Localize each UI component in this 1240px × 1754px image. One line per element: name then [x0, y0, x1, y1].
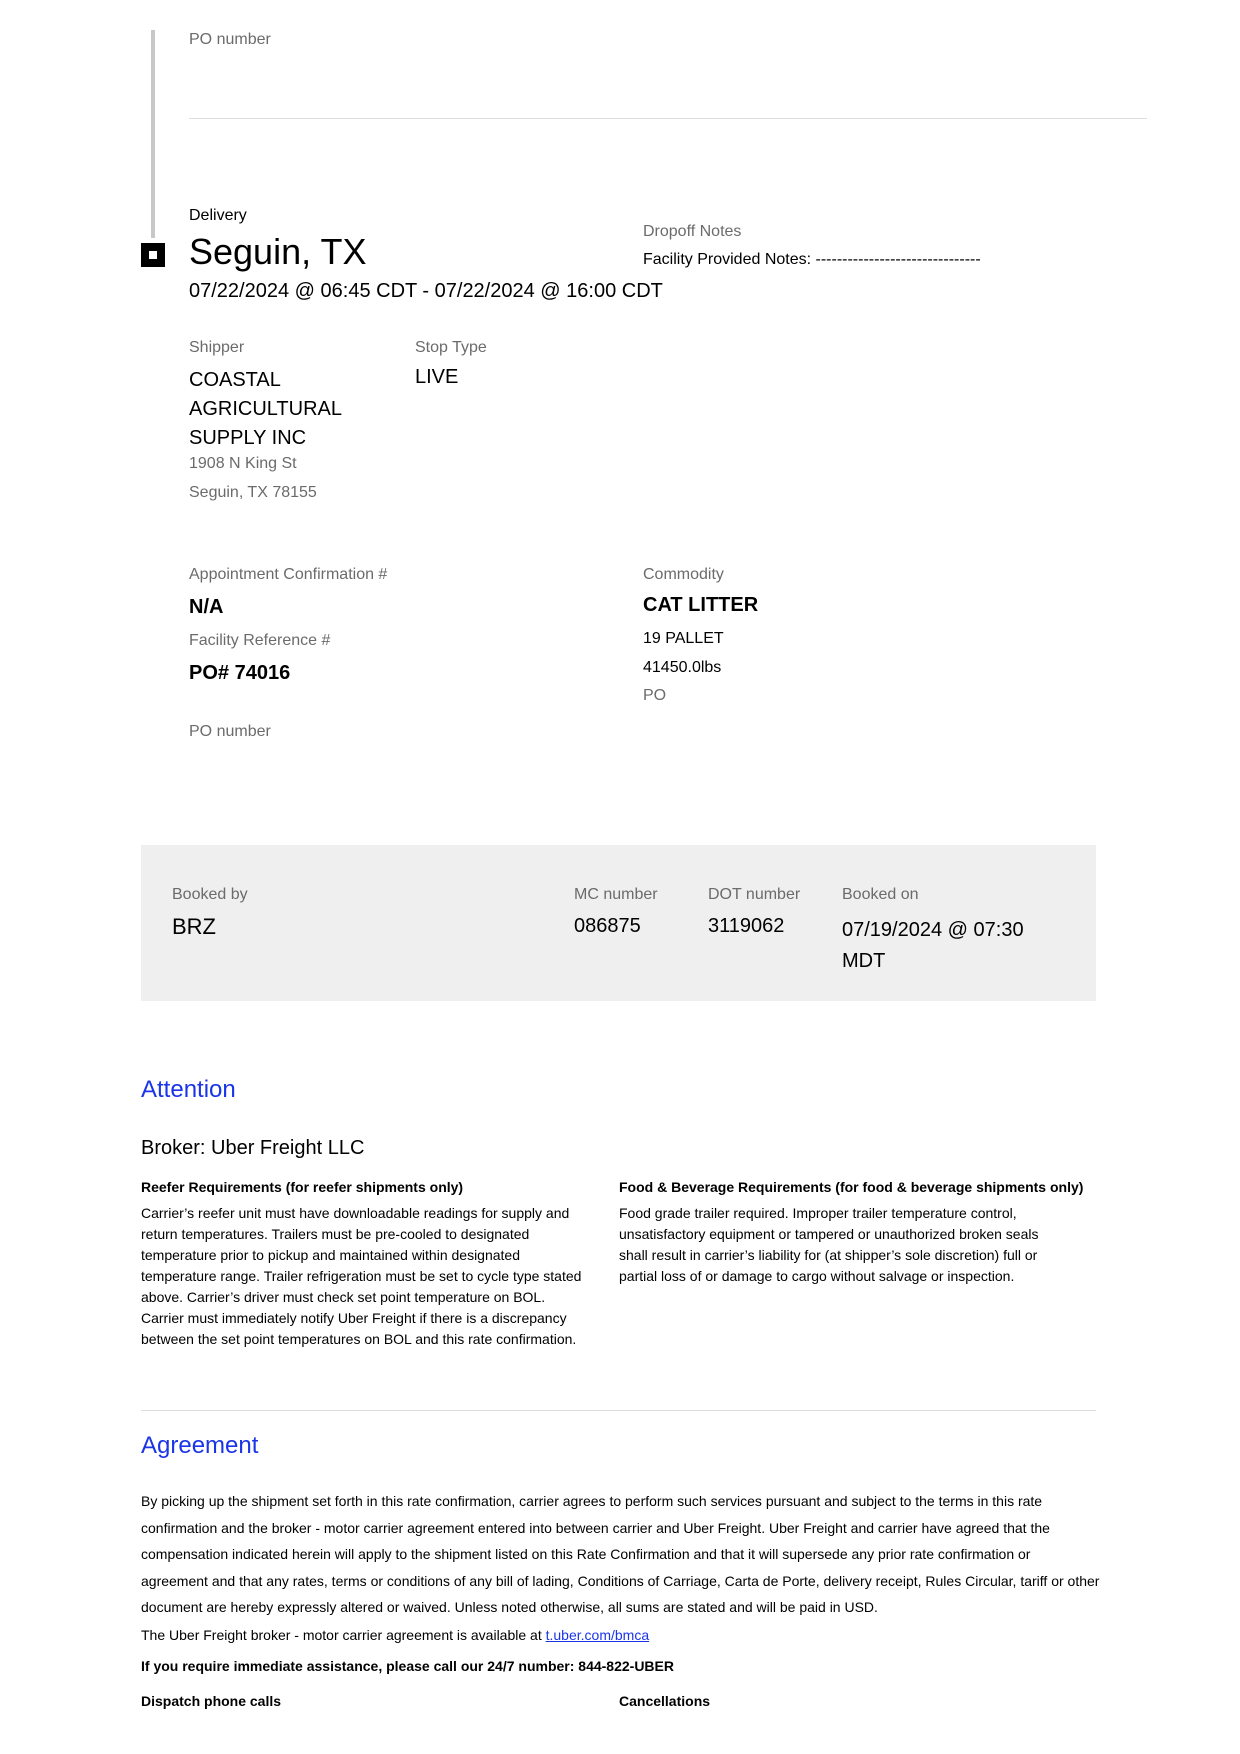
- shipper-label: Shipper: [189, 339, 245, 356]
- food-beverage-requirements-text: Food grade trailer required. Improper trailer temperature control, unsatisfactory equipment or tampered or unauthorized broken seals shall result in carrier’s liability for (at shipper’s sole discretion) full or partial loss of or damage to cargo without salvage or inspection.: [619, 1205, 1039, 1284]
- shipper-address-line1: 1908 N King St: [189, 455, 297, 472]
- shipper-name-line: SUPPLY INC: [189, 427, 307, 449]
- dot-number-value: 3119062: [708, 915, 785, 937]
- bmca-line: [141, 1625, 649, 1646]
- delivery-section-label: Delivery: [189, 207, 247, 224]
- facility-reference-label: Facility Reference #: [189, 632, 331, 649]
- dispatch-phone-calls-label: Dispatch phone calls: [141, 1693, 282, 1709]
- reefer-requirements-title: Reefer Requirements (for reefer shipments only): [141, 1179, 464, 1195]
- shipper-name: [189, 366, 342, 453]
- assistance-line: If you require immediate assistance, please call our 24/7 number: 844-822-UBER: [141, 1658, 674, 1674]
- delivery-window: 07/22/2024 @ 06:45 CDT - 07/22/2024 @ 16:00 CDT: [189, 280, 663, 302]
- appointment-confirmation-label: Appointment Confirmation #: [189, 566, 388, 583]
- commodity-weight: 41450.0lbs: [643, 659, 722, 676]
- commodity-label: Commodity: [643, 566, 724, 583]
- bmca-prefix: The Uber Freight broker - motor carrier agreement is available at: [141, 1627, 542, 1643]
- booked-on-line: 07/19/2024 @ 07:30: [842, 919, 1024, 941]
- po-number-label-top: PO number: [189, 31, 271, 48]
- attention-heading: Attention: [141, 1076, 236, 1103]
- broker-name: Broker: Uber Freight LLC: [141, 1137, 365, 1159]
- agreement-text: By picking up the shipment set forth in this rate confirmation, carrier agrees to perform such services pursuant and subject to the terms in this rate confirmation and the broker - motor carrier agreement entered into between carrier and Uber Freight. Uber Freight and carrier have agreed that the compensation indicated herein will apply to the shipment listed on this Rate Confirmation and that it will supersede any prior rate confirmation or agreement and that any rates, terms or conditions of any bill of lading, Conditions of Carriage, Carta de Porte, delivery receipt, Rules Circular, tariff or other document are hereby expressly altered or waived. Unless noted otherwise, all sums are stated and will be paid in USD.: [141, 1493, 1100, 1615]
- stop-type-label: Stop Type: [415, 339, 487, 356]
- commodity-value: CAT LITTER: [643, 594, 759, 616]
- booked-by-label: Booked by: [172, 886, 248, 903]
- timeline-line: [151, 30, 155, 238]
- reefer-requirements-text: Carrier’s reefer unit must have downloadable readings for supply and return temperatures. Trailers must be pre-cooled to designated temperature prior to pickup and maintained within designated temperature range. Trailer refrigeration must be set to cycle type stated above. Carrier’s driver must check set point temperature on BOL. Carrier must immediately notify Uber Freight if there is a discrepancy between the set point temperatures on BOL and this rate confirmation.: [141, 1205, 582, 1347]
- dot-number-label: DOT number: [708, 886, 801, 903]
- commodity-pallets: 19 PALLET: [643, 630, 724, 647]
- mc-number-label: MC number: [574, 886, 658, 903]
- divider: [141, 1410, 1096, 1411]
- mc-number-value: 086875: [574, 915, 641, 937]
- delivery-city: Seguin, TX: [189, 231, 367, 272]
- commodity-po-label: PO: [643, 687, 667, 704]
- dropoff-notes-label: Dropoff Notes: [643, 223, 742, 240]
- cancellations-label: Cancellations: [619, 1693, 711, 1709]
- bmca-link[interactable]: t.uber.com/bmca: [545, 1627, 650, 1643]
- facility-reference-value: PO# 74016: [189, 662, 291, 684]
- food-beverage-requirements-title: Food & Beverage Requirements (for food & beverage shipments only): [619, 1179, 1084, 1195]
- po-number-label: PO number: [189, 723, 271, 740]
- divider: [189, 118, 1147, 119]
- booked-on-label: Booked on: [842, 886, 919, 903]
- stop-type-value: LIVE: [415, 366, 459, 388]
- shipper-name-line: COASTAL: [189, 369, 281, 391]
- stop-marker-icon: [141, 243, 165, 267]
- dropoff-notes-value: Facility Provided Notes: -------------------------------: [643, 251, 981, 268]
- shipper-name-line: AGRICULTURAL: [189, 398, 342, 420]
- booked-on-line: MDT: [842, 950, 886, 972]
- agreement-heading: Agreement: [141, 1432, 259, 1459]
- shipper-address-line2: Seguin, TX 78155: [189, 484, 317, 501]
- booked-by-value: BRZ: [172, 914, 216, 939]
- booked-on-value: [842, 915, 1024, 977]
- appointment-confirmation-value: N/A: [189, 596, 224, 618]
